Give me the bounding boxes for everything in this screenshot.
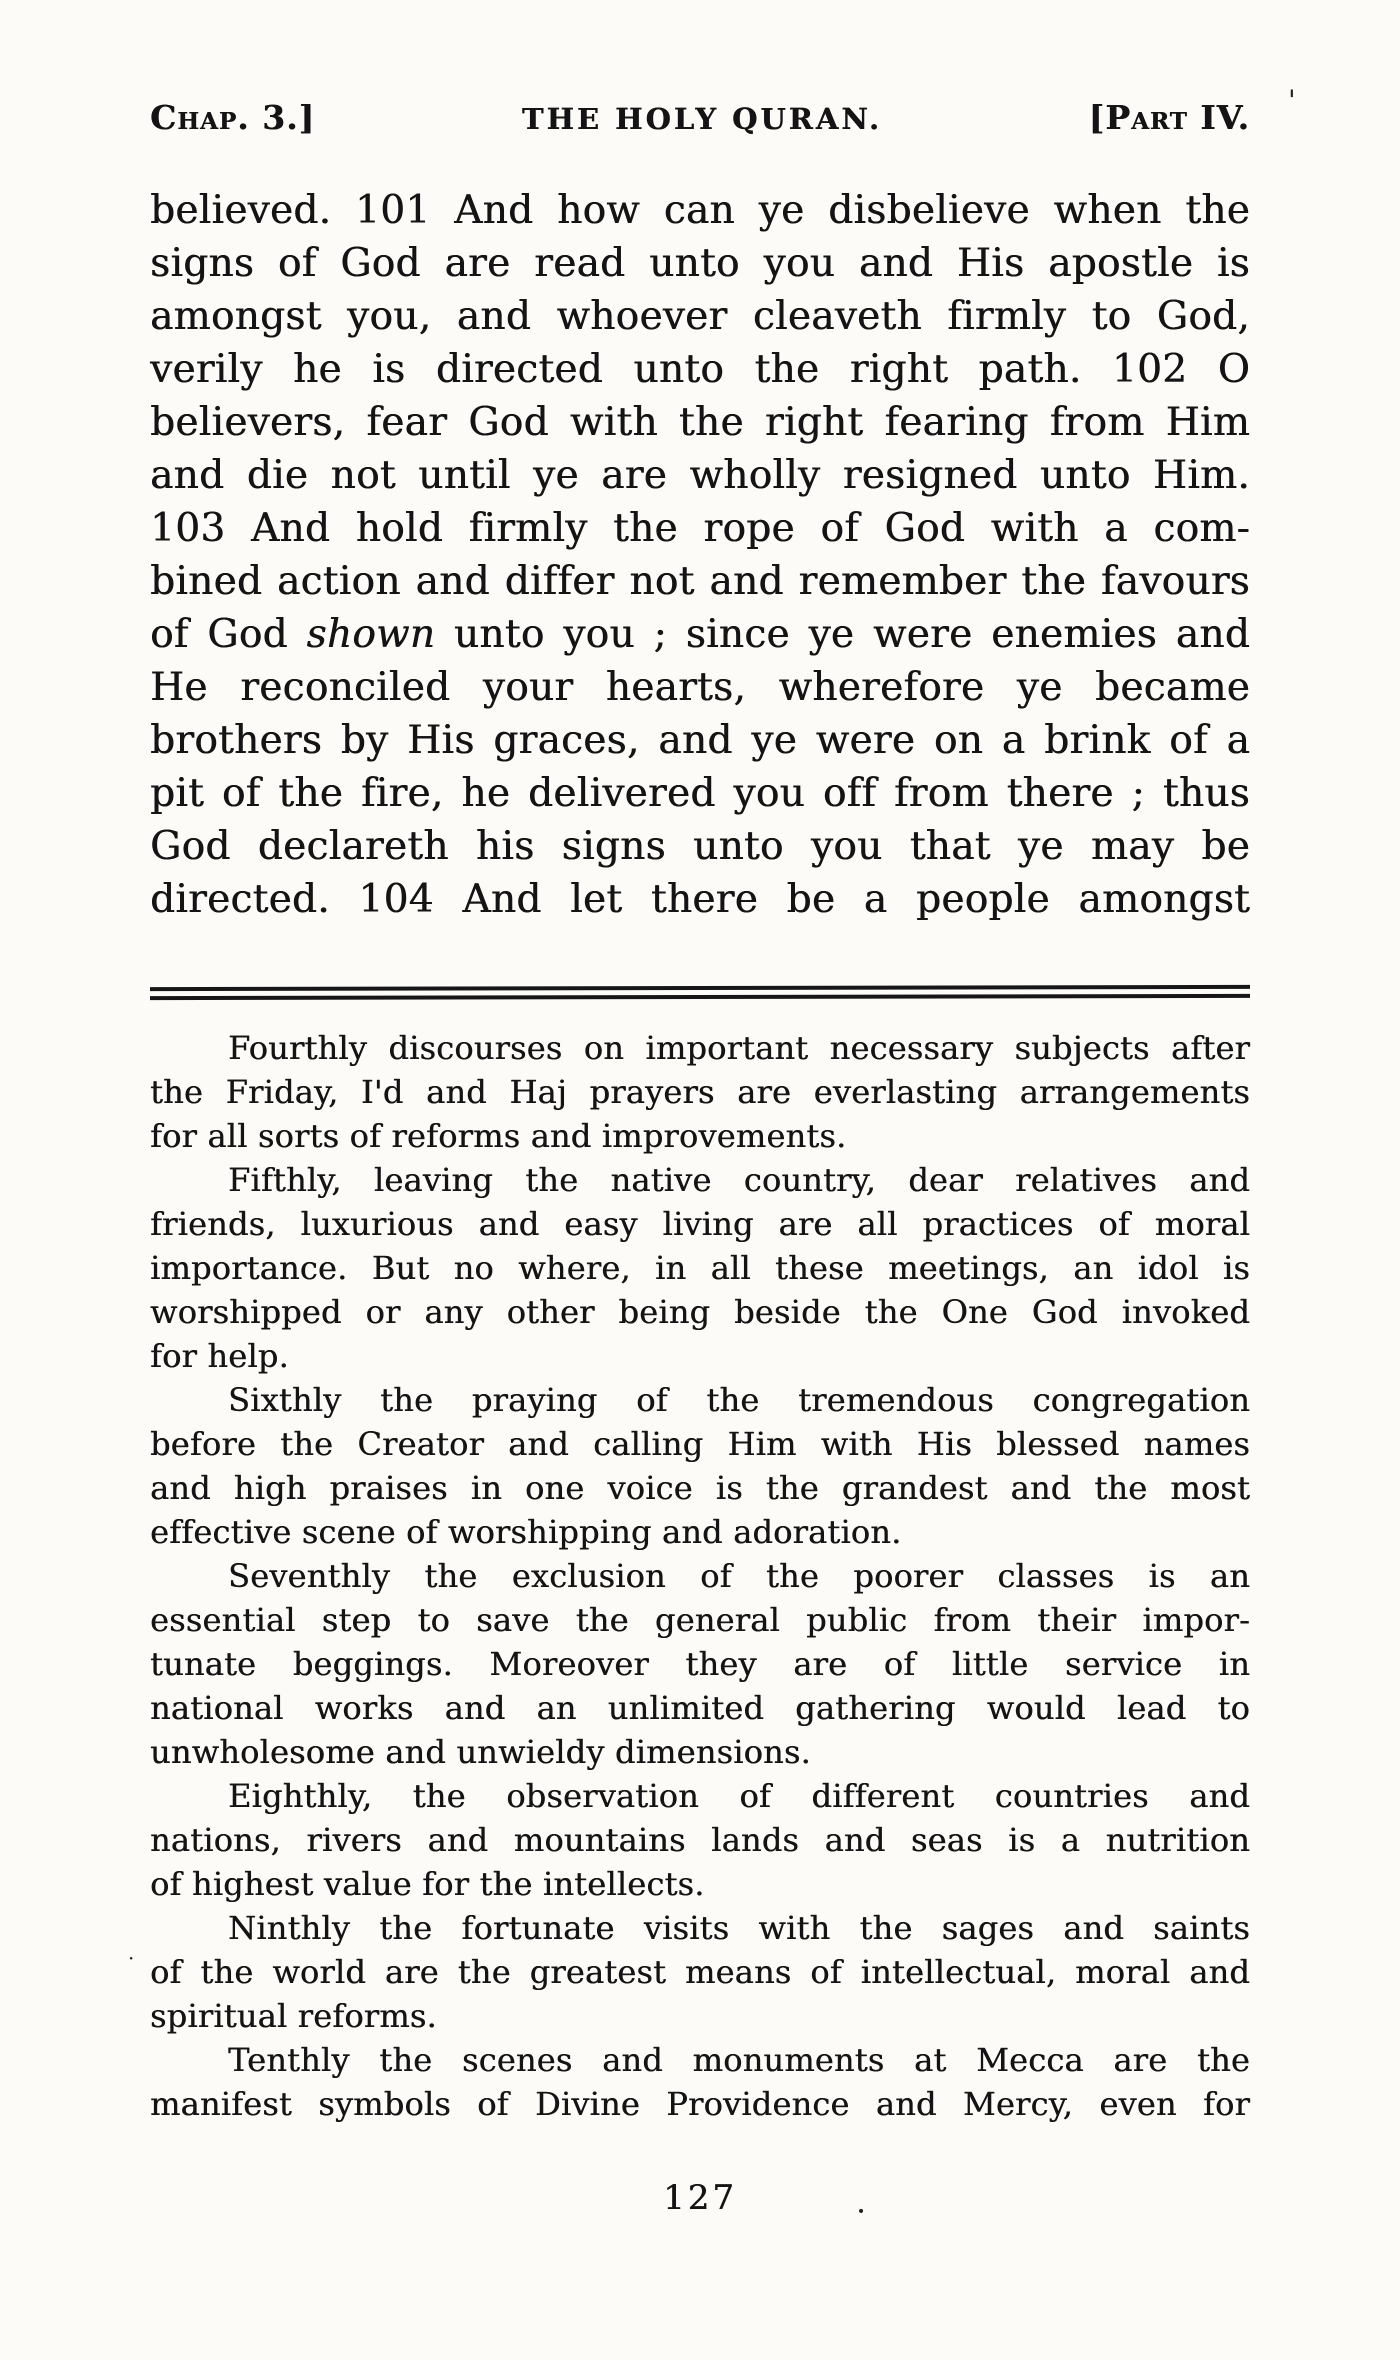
text-line: Tenthly the scenes and monuments at Mecca are the bbox=[228, 2041, 1250, 2079]
text-line: Fifthly, leaving the native country, dear relatives and bbox=[228, 1161, 1250, 1199]
text-line: national works and an unlimited gathering would lead to bbox=[150, 1689, 1250, 1727]
main-text bbox=[150, 184, 1250, 926]
chapter-label: Chap. 3.] bbox=[150, 98, 316, 137]
text-line: of the world are the greatest means of intellectual, moral and bbox=[150, 1953, 1250, 1991]
text-line: Eighthly, the observation of different countries and bbox=[228, 1777, 1250, 1815]
page-number: 127 bbox=[663, 2178, 737, 2218]
scan-artifact-dot: · bbox=[856, 2192, 867, 2230]
footnote-paragraph bbox=[150, 1158, 1250, 1378]
scan-artifact-apostrophe: ' bbox=[1288, 84, 1296, 117]
footnote-paragraph bbox=[150, 1906, 1250, 2038]
book-title: THE HOLY QURAN. bbox=[521, 102, 882, 136]
footnotes bbox=[150, 1026, 1250, 2126]
text-line: of highest value for the intellects. bbox=[150, 1865, 705, 1903]
scan-artifact-tick: · bbox=[128, 1946, 135, 1970]
text-line: of God shown unto you ; since ye were enemies and bbox=[150, 612, 1250, 657]
text-line: unwholesome and unwieldy dimensions. bbox=[150, 1733, 811, 1771]
part-label: [Part IV. bbox=[1088, 98, 1250, 137]
text-line: the Friday, I'd and Haj prayers are everlasting arrangements bbox=[150, 1073, 1250, 1111]
section-divider-rule bbox=[150, 985, 1250, 1000]
text-line: bined action and differ not and remember the favours bbox=[150, 559, 1250, 604]
text-line: manifest symbols of Divine Providence and Mercy, even for bbox=[150, 2085, 1250, 2123]
text-line: believers, fear God with the right fearing from Him bbox=[150, 400, 1250, 445]
text-line: He reconciled your hearts, wherefore ye became bbox=[150, 665, 1250, 710]
text-line: and die not until ye are wholly resigned unto Him. bbox=[150, 453, 1250, 498]
text-line: before the Creator and calling Him with His blessed names bbox=[150, 1425, 1250, 1463]
text-line: pit of the fire, he delivered you off from there ; thus bbox=[150, 771, 1250, 816]
text-line: verily he is directed unto the right path. 102 O bbox=[150, 347, 1250, 392]
text-line: for all sorts of reforms and improvements. bbox=[150, 1117, 847, 1155]
footnote-paragraph bbox=[150, 1774, 1250, 1906]
footnote-paragraph bbox=[150, 1026, 1250, 1158]
text-line: nations, rivers and mountains lands and seas is a nutrition bbox=[150, 1821, 1250, 1859]
text-line: Sixthly the praying of the tremendous congregation bbox=[228, 1381, 1250, 1419]
text-line: spiritual reforms. bbox=[150, 1997, 437, 2035]
text-line: signs of God are read unto you and His apostle is bbox=[150, 241, 1250, 286]
text-line: worshipped or any other being beside the One God invoked bbox=[150, 1293, 1250, 1331]
text-line: essential step to save the general public from their impor- bbox=[150, 1601, 1250, 1639]
text-line: and high praises in one voice is the grandest and the most bbox=[150, 1469, 1250, 1507]
footnote-paragraph bbox=[150, 1378, 1250, 1554]
text-line: friends, luxurious and easy living are all practices of moral bbox=[150, 1205, 1250, 1243]
text-line: tunate beggings. Moreover they are of little service in bbox=[150, 1645, 1250, 1683]
text-line: for help. bbox=[150, 1337, 289, 1375]
text-line: Ninthly the fortunate visits with the sages and saints bbox=[228, 1909, 1250, 1947]
text-line: importance. But no where, in all these meetings, an idol is bbox=[150, 1249, 1250, 1287]
text-line: brothers by His graces, and ye were on a brink of a bbox=[150, 718, 1250, 763]
footnote-paragraph bbox=[150, 2038, 1250, 2126]
text-line: believed. 101 And how can ye disbelieve when the bbox=[150, 188, 1250, 233]
text-line: amongst you, and whoever cleaveth firmly to God, bbox=[150, 294, 1250, 339]
text-line: effective scene of worshipping and adoration. bbox=[150, 1513, 902, 1551]
text-line: Seventhly the exclusion of the poorer classes is an bbox=[228, 1557, 1250, 1595]
text-line: Fourthly discourses on important necessary subjects after bbox=[228, 1029, 1250, 1067]
text-line: God declareth his signs unto you that ye may be bbox=[150, 824, 1250, 869]
text-line: directed. 104 And let there be a people amongst bbox=[150, 877, 1250, 922]
footnote-paragraph bbox=[150, 1554, 1250, 1774]
text-line: 103 And hold firmly the rope of God with a com- bbox=[150, 506, 1250, 551]
running-header bbox=[150, 98, 1250, 137]
